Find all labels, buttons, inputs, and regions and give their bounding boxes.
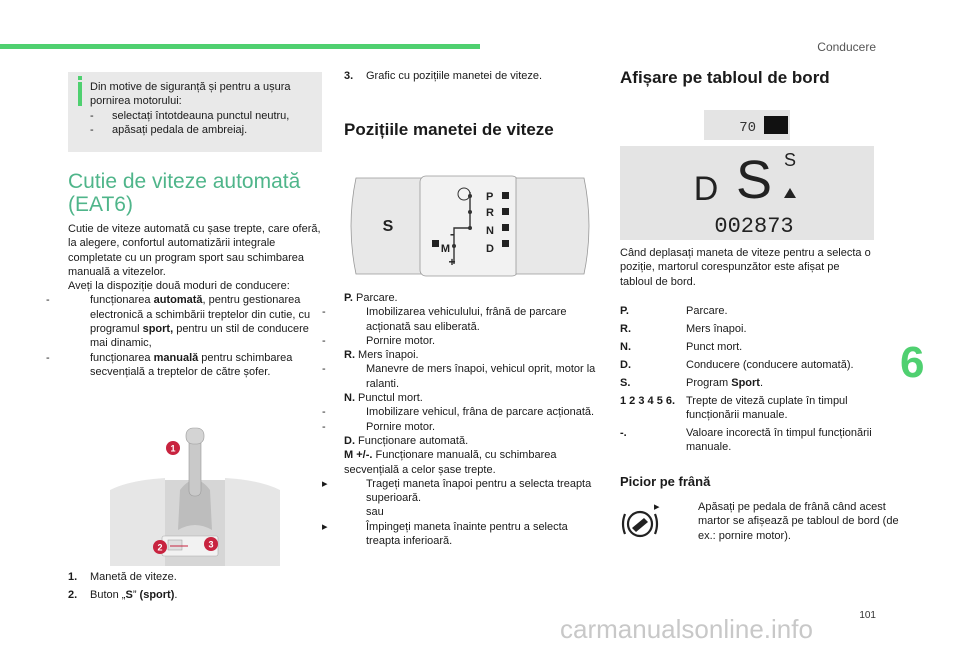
chapter-number: 6 <box>900 338 925 387</box>
section-title: Conducere <box>817 40 876 54</box>
dashboard-paragraph: Când deplasați maneta de viteze pentru a selecta o poziție, martorul corespunzător este afișat pe tabloul de bord. <box>620 247 871 288</box>
gate-minus: - <box>450 227 454 241</box>
gate-m: M <box>440 243 450 255</box>
display-small-value: 70 <box>739 120 756 136</box>
display-gear-small: S <box>783 150 797 170</box>
page-number: 101 <box>859 610 876 621</box>
odometer: 002873 <box>714 214 794 239</box>
gate-p: P <box>486 191 494 203</box>
gear-lever-illustration <box>110 420 280 566</box>
item-3: 3. Grafic cu pozițiile manetei de viteze. <box>344 70 543 82</box>
dashboard-display <box>620 108 874 242</box>
brake-text: ▸ Apăsați pe pedala de frână când acest martor se afișează pe tabloul de bord (de ex.: pornire motor). <box>654 501 899 542</box>
callout-1: 1 <box>170 443 176 454</box>
indicator-definitions: P. Parcare. R. Mers înapoi. N. Punct mort. D. Conducere (conducere automată). S. Program Sport. 1 2 3 4 5 6. Trepte de viteză cuplate în timpul funcționării manuale. -. Valoare incorectă în timpul funcționării manuale. <box>620 305 872 453</box>
gear-positions-heading: Pozițiile manetei de viteze <box>344 120 554 139</box>
gear-gate-diagram <box>344 174 596 278</box>
display-mode: D <box>693 170 719 208</box>
dashboard-heading: Afișare pe tabloul de bord <box>620 68 830 87</box>
brake-heading: Picior pe frână <box>620 474 711 489</box>
watermark: carmanualsonline.info <box>560 614 813 644</box>
info-icon <box>78 82 82 106</box>
display-gear: S <box>735 150 773 210</box>
gate-n: N <box>486 225 494 237</box>
sport-button-label: S <box>382 218 394 235</box>
section-heading: Cutie de viteze automată (EAT6) <box>68 170 301 216</box>
gear-positions-list: P. Parcare. - Imobilizarea vehiculului, frână de parcare acționată sau eliberată. - Pornire motor. R. Mers înapoi. - Manevre de mers înapoi, vehicul oprit, motor la ralanti. N. Punctul mort. - Imobilizare vehicul, frâna de parcare acționată. - Pornire motor. D. Funcționare automată. M +/-. Funcționare manuală, cu schimbarea secvențială a celor șase trepte. ▸ Trageți maneta înapoi pentru a selecta treapta superioară. sau ▸ Împingeți maneta înainte pentru a selecta treapta inferioară. <box>322 292 596 548</box>
gate-plus: + <box>448 255 456 269</box>
top-green-bar <box>0 44 480 49</box>
callout-2: 2 <box>157 542 163 553</box>
gate-d: D <box>486 243 494 255</box>
info-text: Din motive de siguranță și pentru a ușura pornirea motorului: - selectați întotdeauna punctul neutru, - apăsați pedala de ambreiaj. <box>90 81 291 136</box>
intro-paragraph: Cutie de viteze automată cu șase trepte, care oferă, la alegere, confortul automatizării integrale completate cu un program sport sau schimbarea manuală a vitezelor. Aveți la dispoziție două moduri de conducere: - funcționarea automată, pentru gestionarea electronică a schimbării treptelor din cutie, cu programul sport, pentru un stil de conducere mai dinamic, - funcționarea manuală pentru schimbarea secvențială a treptelor de către șofer. <box>46 223 321 378</box>
callout-3: 3 <box>208 539 214 550</box>
gate-r: R <box>486 207 494 219</box>
figure-captions: 1. Manetă de viteze. 2. Buton „S” (sport). <box>68 571 178 602</box>
